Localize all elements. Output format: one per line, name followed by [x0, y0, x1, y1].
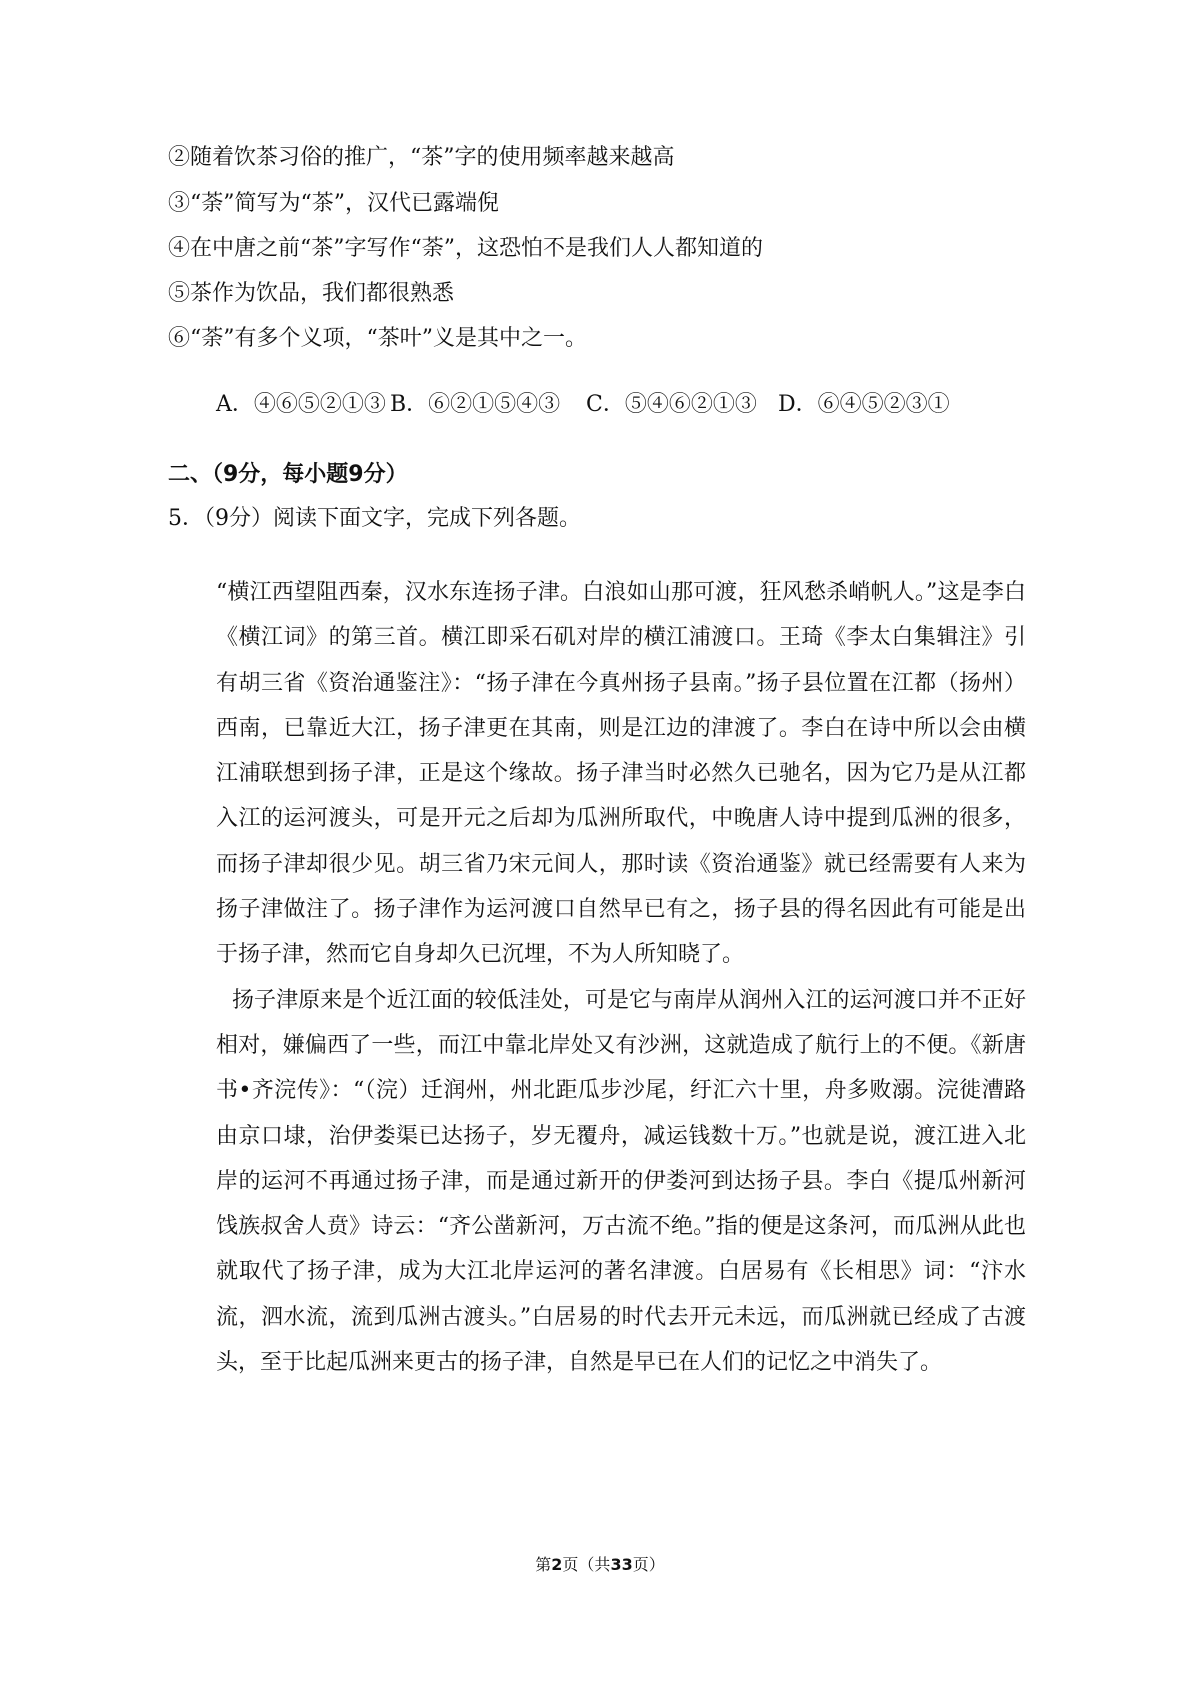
footer-total-pages: 33	[610, 1555, 633, 1574]
page-footer	[0, 1554, 1200, 1576]
statement-6: ⑥“荼”有多个义项，“茶叶”义是其中之一。	[168, 326, 587, 351]
footer-suffix: 页）	[632, 1555, 665, 1574]
option-c: C．⑤④⑥②①③	[586, 392, 757, 417]
answer-options	[216, 390, 950, 420]
statement-2: ②随着饮茶习俗的推广，“茶”字的使用频率越来越高	[168, 145, 675, 170]
section-heading: 二、（9分，每小题9分）	[168, 462, 408, 487]
option-b: B．⑥②①⑤④③	[390, 392, 561, 417]
footer-middle: 页（共	[562, 1555, 611, 1574]
footer-prefix: 第	[535, 1555, 552, 1574]
option-d: D．⑥④⑤②③①	[778, 392, 950, 417]
statement-4: ④在中唐之前“茶”字写作“荼”，这恐怕不是我们人人都知道的	[168, 236, 763, 261]
statement-3: ③“荼”简写为“茶”，汉代已露端倪	[168, 191, 499, 216]
question-title: 5．（9分）阅读下面文字，完成下列各题。	[168, 506, 581, 531]
reading-passage	[216, 570, 1026, 1385]
option-a: A．④⑥⑤②①③	[216, 392, 386, 417]
passage-paragraph-2: 扬子津原来是个近江面的较低洼处，可是它与南岸从润州入江的运河渡口并不正好相对，嫌偏西了一些，而江中靠北岸处又有沙洲，这就造成了航行上的不便。《新唐书•齐浣传》：“（浣）迁润州，州北距瓜步沙尾，纡汇六十里，舟多败溺。浣徙漕路由京口埭，治伊娄渠已达扬子，岁无覆舟，减运钱数十万。”也就是说，渡江进入北岸的运河不再通过扬子津，而是通过新开的伊娄河到达扬子县。李白《提瓜州新河饯族叔舍人贲》诗云：“齐公凿新河，万古流不绝。”指的便是这条河，而瓜洲从此也就取代了扬子津，成为大江北岸运河的著名津渡。白居易有《长相思》词：“汴水流，泗水流，流到瓜洲古渡头。”白居易的时代去开元未远，而瓜洲就已经成了古渡头，至于比起瓜洲来更古的扬子津，自然是早已在人们的记忆之中消失了。	[216, 987, 1026, 1376]
statement-5: ⑤茶作为饮品，我们都很熟悉	[168, 281, 455, 306]
footer-page-number: 2	[551, 1555, 563, 1574]
passage-paragraph-1: “横江西望阻西秦，汉水东连扬子津。白浪如山那可渡，狂风愁杀峭帆人。”这是李白《横江词》的第三首。横江即采石矶对岸的横江浦渡口。王琦《李太白集辑注》引有胡三省《资治通鉴注》：“扬子津在今真州扬子县南。”扬子县位置在江都（扬州）西南，已靠近大江，扬子津更在其南，则是江边的津渡了。李白在诗中所以会由横江浦联想到扬子津，正是这个缘故。扬子津当时必然久已驰名，因为它乃是从江都入江的运河渡头，可是开元之后却为瓜洲所取代，中晚唐人诗中提到瓜洲的很多，而扬子津却很少见。胡三省乃宋元间人，那时读《资治通鉴》就已经需要有人来为扬子津做注了。扬子津作为运河渡口自然早已有之，扬子县的得名因此有可能是出于扬子津，然而它自身却久已沉埋，不为人所知晓了。	[216, 580, 1026, 968]
